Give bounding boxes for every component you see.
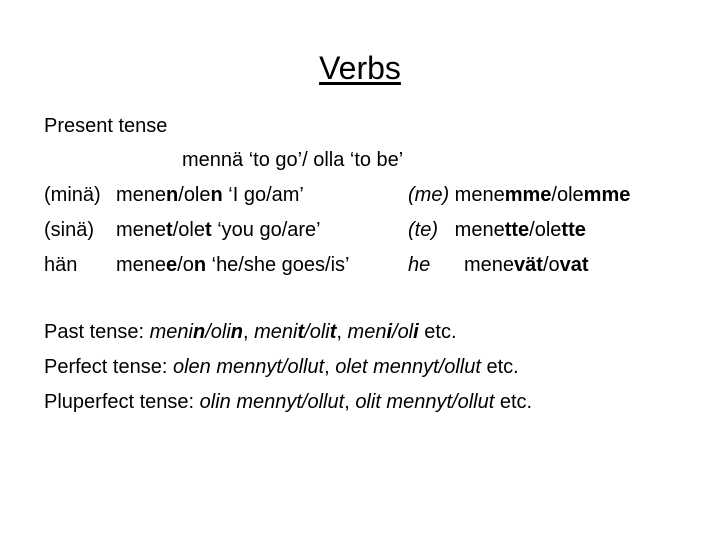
pronoun: he bbox=[408, 254, 431, 276]
verb-ending: e bbox=[166, 254, 178, 276]
verb-separator: / bbox=[178, 184, 184, 206]
separator: , bbox=[324, 356, 336, 378]
verb-form: olen mennyt/ollut bbox=[172, 356, 325, 378]
tense-label: Pluperfect tense: bbox=[44, 391, 200, 413]
verb-stem: mene bbox=[454, 184, 505, 206]
verb-ending: t bbox=[204, 219, 212, 241]
pronoun: (minä) bbox=[44, 184, 101, 206]
conjugation-row-2-plural bbox=[408, 218, 586, 242]
conjugation-row-3-plural bbox=[464, 253, 589, 277]
conjugation-row-1-singular bbox=[116, 183, 304, 207]
verb-separator: / bbox=[172, 219, 179, 241]
separator: , bbox=[344, 391, 356, 413]
verb-separator: / bbox=[529, 219, 535, 241]
verb-stem: ole bbox=[556, 184, 584, 206]
verb-stem: o bbox=[182, 254, 194, 276]
verb-separator: / bbox=[177, 254, 183, 276]
separator: , bbox=[243, 321, 255, 343]
verb-ending: tte bbox=[504, 219, 530, 241]
verb-ending: tte bbox=[561, 219, 586, 241]
etc-text: etc. bbox=[480, 356, 519, 378]
verb-ending: n bbox=[166, 184, 179, 206]
verb-stem: ole bbox=[534, 219, 562, 241]
verb-stem: mene bbox=[116, 254, 167, 276]
pluperfect-tense-line bbox=[44, 390, 532, 414]
verb-stem: ole bbox=[178, 219, 205, 241]
past-tense-line bbox=[44, 320, 457, 344]
verb-ending: n bbox=[210, 184, 223, 206]
present-subheading bbox=[182, 148, 403, 172]
present-heading-text: Present tense bbox=[44, 115, 168, 137]
etc-text: etc. bbox=[418, 321, 457, 343]
verb-ending: mme bbox=[504, 184, 552, 206]
verb-ending: mme bbox=[583, 184, 631, 206]
verb-stem: o bbox=[548, 254, 560, 276]
pronoun: (sinä) bbox=[44, 219, 95, 241]
conjugation-row-1-pronoun bbox=[44, 183, 101, 207]
tense-label: Perfect tense: bbox=[44, 356, 173, 378]
verb-ending: t bbox=[166, 219, 173, 241]
gloss: ‘I go/am’ bbox=[222, 184, 304, 206]
verb-form: menit/olit bbox=[254, 321, 337, 343]
pronoun: (me) bbox=[408, 184, 450, 206]
gloss: ‘he/she goes/is’ bbox=[206, 254, 350, 276]
conjugation-row-2-pronoun bbox=[44, 218, 94, 242]
verb-ending: vat bbox=[559, 254, 589, 276]
verb-form: olin mennyt/ollut bbox=[199, 391, 345, 413]
gloss: ‘you go/are’ bbox=[211, 219, 321, 241]
conjugation-row-1-plural bbox=[408, 183, 630, 207]
separator: , bbox=[336, 321, 348, 343]
slide-title-text: Verbs bbox=[319, 50, 401, 86]
conjugation-row-2-singular bbox=[116, 218, 321, 242]
etc-text: etc. bbox=[494, 391, 533, 413]
present-tense-heading bbox=[44, 114, 167, 138]
slide-title bbox=[0, 48, 720, 88]
verb-stem: mene bbox=[464, 254, 515, 276]
present-subheading-text: mennä ‘to go’/ olla ‘to be’ bbox=[182, 149, 404, 171]
tense-label: Past tense: bbox=[44, 321, 150, 343]
verb-stem: ole bbox=[183, 184, 211, 206]
pronoun: hän bbox=[44, 254, 78, 276]
perfect-tense-line bbox=[44, 355, 519, 379]
conjugation-row-3-pronoun bbox=[44, 253, 77, 277]
verb-stem: mene bbox=[454, 219, 505, 241]
verb-form: olit mennyt/ollut bbox=[355, 391, 495, 413]
verb-ending: vät bbox=[514, 254, 543, 276]
verb-stem: mene bbox=[116, 219, 167, 241]
verb-stem: mene bbox=[116, 184, 167, 206]
pronoun: (te) bbox=[408, 219, 438, 241]
verb-separator: / bbox=[551, 184, 557, 206]
verb-form: menin/olin bbox=[149, 321, 243, 343]
conjugation-row-3-singular bbox=[116, 253, 349, 277]
verb-form: olet mennyt/ollut bbox=[335, 356, 481, 378]
verb-form: meni/oli bbox=[347, 321, 419, 343]
conjugation-row-3-plural-pronoun bbox=[408, 253, 430, 277]
verb-ending: n bbox=[193, 254, 207, 276]
verb-separator: / bbox=[542, 254, 549, 276]
